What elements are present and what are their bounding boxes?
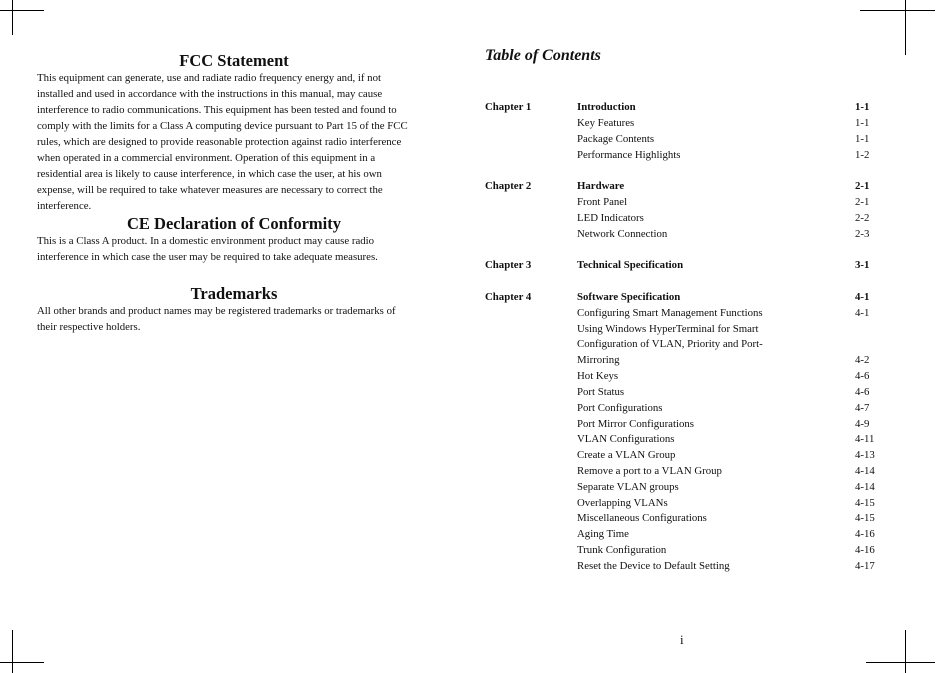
crop-mark-bottom-left-v [12,630,13,673]
toc-page-number: 4-1 [855,291,870,303]
fcc-statement-heading: FCC Statement [179,51,289,70]
toc-entry-title: Hot Keys [577,370,619,382]
toc-row [0,289,950,305]
toc-row [0,447,950,463]
toc-entry-title: Trunk Configuration [577,544,667,556]
toc-entry-title: Network Connection [577,228,668,240]
toc-chapter-label: Chapter 2 [485,180,532,192]
toc-page-number: 4-2 [855,354,870,366]
toc-entry-title: Remove a port to a VLAN Group [577,465,722,477]
crop-mark-bottom-right-h [866,662,935,663]
text-line: comply with the limits for a Class A computing device pursuant to Part 15 of the FCC [37,120,408,132]
toc-row [0,463,950,479]
toc-row [0,178,950,194]
toc-row [0,194,950,210]
crop-mark-top-right-h [860,10,935,11]
crop-mark-top-left-h [0,10,44,11]
toc-entry-title: Configuring Smart Management Functions [577,307,763,319]
toc-row [0,479,950,495]
toc-entry-title: Port Mirror Configurations [577,418,694,430]
text-line: interference in which case the user may be required to take adequate measures. [37,251,378,263]
toc-row [0,384,950,400]
text-line: This equipment can generate, use and radiate radio frequency energy and, if not [37,72,381,84]
toc-entry-title: VLAN Configurations [577,433,675,445]
toc-page-number: 4-16 [855,544,875,556]
toc-page-number: 4-17 [855,560,875,572]
toc-entry-title: Mirroring [577,354,620,366]
toc-page-number: 4-1 [855,307,870,319]
toc-row [0,336,950,352]
toc-page-number: 2-1 [855,180,870,192]
toc-row [0,352,950,368]
toc-row [0,495,950,511]
toc-entry-title: Key Features [577,117,635,129]
text-line: rules, which are designed to provide reasonable protection against radio interference [37,136,402,148]
toc-row [0,368,950,384]
text-line: This is a Class A product. In a domestic environment product may cause radio [37,235,375,247]
toc-page-number: 1-1 [855,101,870,113]
toc-page-number: 4-13 [855,449,875,461]
text-line: expense, will be required to take whatever measures are necessary to correct the [37,184,383,196]
toc-entry-title: Separate VLAN groups [577,481,679,493]
toc-page-number: 4-14 [855,481,875,493]
toc-entry-title: LED Indicators [577,212,644,224]
toc-entry-title: Create a VLAN Group [577,449,676,461]
toc-page-number: 1-1 [855,117,870,129]
toc-entry-title: Software Specification [577,291,681,303]
toc-row [0,226,950,242]
toc-page-number: 2-3 [855,228,870,240]
toc-row [0,305,950,321]
toc-page-number: 4-15 [855,497,875,509]
toc-entry-title: Miscellaneous Configurations [577,512,707,524]
toc-page-number: 4-14 [855,465,875,477]
toc-row [0,147,950,163]
toc-entry-title: Introduction [577,101,636,113]
toc-page-number: 2-1 [855,196,870,208]
toc-row [0,431,950,447]
toc-entry-title: Configuration of VLAN, Priority and Port- [577,338,763,350]
crop-mark-top-left-v [12,0,13,35]
crop-mark-top-right-v [905,0,906,55]
toc-row [0,257,950,273]
toc-row [0,558,950,574]
toc-row [0,210,950,226]
text-line: when operated in a commercial environment. Operation of this equipment in a [37,152,376,164]
toc-page-number: 4-11 [855,433,875,445]
text-line: residential area is likely to cause interference, in which case the user, at his own [37,168,382,180]
toc-row [0,115,950,131]
toc-row [0,131,950,147]
toc-row [0,526,950,542]
toc-entry-title: Package Contents [577,133,655,145]
toc-title: Table of Contents [485,47,601,64]
toc-page-number: 4-16 [855,528,875,540]
text-line: interference. [37,200,92,212]
page-number: i [680,632,684,647]
toc-page-number: 4-6 [855,370,870,382]
text-line: All other brands and product names may be registered trademarks or trademarks of [37,305,396,317]
toc-chapter-label: Chapter 4 [485,291,532,303]
toc-page-number: 4-9 [855,418,870,430]
text-line: interference to radio communications. This equipment has been tested and found to [37,104,397,116]
toc-entry-title: Front Panel [577,196,628,208]
toc-row [0,400,950,416]
toc-entry-title: Port Configurations [577,402,663,414]
toc-row [0,542,950,558]
toc-entry-title: Port Status [577,386,625,398]
toc-entry-title: Technical Specification [577,259,684,271]
toc-row [0,321,950,337]
toc-page-number: 4-7 [855,402,870,414]
text-line: their respective holders. [37,321,141,333]
toc-entry-title: Reset the Device to Default Setting [577,560,730,572]
toc-entry-title: Using Windows HyperTerminal for Smart [577,323,759,335]
toc-entry-title: Performance Highlights [577,149,681,161]
toc-entry-title: Overlapping VLANs [577,497,668,509]
ce-declaration-heading: CE Declaration of Conformity [126,214,341,233]
toc-page-number: 4-15 [855,512,875,524]
text-line: installed and used in accordance with the instructions in this manual, may cause [37,88,383,100]
crop-mark-bottom-right-v [905,630,906,673]
toc-row [0,416,950,432]
trademarks-heading: Trademarks [190,284,278,303]
toc-row [0,510,950,526]
toc-page-number: 4-6 [855,386,870,398]
crop-mark-bottom-left-h [0,662,44,663]
toc-page-number: 1-2 [855,149,870,161]
toc-page-number: 1-1 [855,133,870,145]
toc-entry-title: Hardware [577,180,625,192]
toc-page-number: 2-2 [855,212,870,224]
toc-entry-title: Aging Time [577,528,629,540]
toc-row [0,99,950,115]
toc-chapter-label: Chapter 1 [485,101,532,113]
toc-page-number: 3-1 [855,259,870,271]
toc-chapter-label: Chapter 3 [485,259,532,271]
